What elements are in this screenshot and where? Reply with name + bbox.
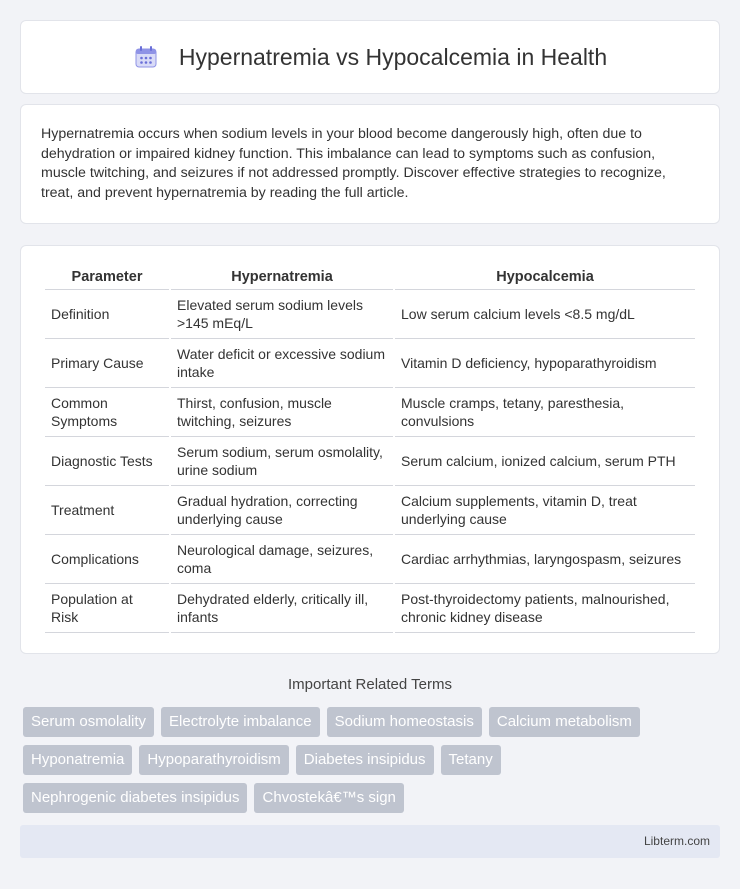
table-row — [45, 339, 695, 388]
row-parameter: Diagnostic Tests — [45, 437, 169, 486]
calendar-icon — [133, 44, 159, 70]
title-card — [20, 20, 720, 94]
row-hypocalcemia: Vitamin D deficiency, hypoparathyroidism — [395, 339, 695, 388]
row-parameter: Complications — [45, 535, 169, 584]
row-hypernatremia: Elevated serum sodium levels >145 mEq/L — [171, 290, 393, 339]
related-term-tag[interactable]: Calcium metabolism — [489, 707, 640, 737]
row-hypernatremia: Dehydrated elderly, critically ill, infants — [171, 584, 393, 633]
related-term-tag[interactable]: Sodium homeostasis — [327, 707, 482, 737]
header-parameter: Parameter — [45, 266, 169, 290]
related-terms-heading: Important Related Terms — [288, 676, 452, 693]
related-terms-list — [23, 707, 723, 813]
row-hypocalcemia: Muscle cramps, tetany, paresthesia, convulsions — [395, 388, 695, 437]
row-hypocalcemia: Calcium supplements, vitamin D, treat underlying cause — [395, 486, 695, 535]
intro-text: Hypernatremia occurs when sodium levels in your blood become dangerously high, often due to dehydration or impaired kidney function. This imbalance can lead to symptoms such as confusion, muscle twitching, and seizures if not addressed promptly. Discover effective strategies to recognize, treat, and prevent hypernatremia by reading the full article. — [41, 126, 666, 201]
row-parameter: Common Symptoms — [45, 388, 169, 437]
header-hypernatremia: Hypernatremia — [171, 266, 393, 290]
table-row — [45, 388, 695, 437]
row-hypocalcemia: Low serum calcium levels <8.5 mg/dL — [395, 290, 695, 339]
related-term-tag[interactable]: Hypoparathyroidism — [139, 745, 288, 775]
footer-site-link[interactable]: Libterm.com — [643, 834, 710, 848]
row-parameter: Treatment — [45, 486, 169, 535]
related-term-tag[interactable]: Hyponatremia — [23, 745, 132, 775]
row-hypernatremia: Water deficit or excessive sodium intake — [171, 339, 393, 388]
related-term-tag[interactable]: Chvostekâ€™s sign — [254, 783, 403, 813]
related-term-tag[interactable]: Electrolyte imbalance — [161, 707, 320, 737]
comparison-table — [43, 266, 697, 633]
table-row — [45, 290, 695, 339]
related-term-tag[interactable]: Tetany — [441, 745, 501, 775]
footer — [20, 825, 720, 858]
row-hypocalcemia: Serum calcium, ionized calcium, serum PTH — [395, 437, 695, 486]
related-term-tag[interactable]: Diabetes insipidus — [296, 745, 434, 775]
row-hypocalcemia: Post-thyroidectomy patients, malnourished, chronic kidney disease — [395, 584, 695, 633]
related-term-tag[interactable]: Nephrogenic diabetes insipidus — [23, 783, 247, 813]
header-hypocalcemia: Hypocalcemia — [395, 266, 695, 290]
row-hypocalcemia: Cardiac arrhythmias, laryngospasm, seizures — [395, 535, 695, 584]
row-hypernatremia: Thirst, confusion, muscle twitching, seizures — [171, 388, 393, 437]
table-header-row — [45, 266, 695, 290]
table-row — [45, 486, 695, 535]
related-term-tag[interactable]: Serum osmolality — [23, 707, 154, 737]
comparison-table-card — [20, 245, 720, 654]
row-parameter: Population at Risk — [45, 584, 169, 633]
table-row — [45, 584, 695, 633]
row-hypernatremia: Neurological damage, seizures, coma — [171, 535, 393, 584]
intro-card — [20, 104, 720, 224]
table-row — [45, 437, 695, 486]
row-parameter: Definition — [45, 290, 169, 339]
table-row — [45, 535, 695, 584]
page-title: Hypernatremia vs Hypocalcemia in Health — [178, 43, 608, 70]
row-hypernatremia: Gradual hydration, correcting underlying cause — [171, 486, 393, 535]
row-parameter: Primary Cause — [45, 339, 169, 388]
row-hypernatremia: Serum sodium, serum osmolality, urine sodium — [171, 437, 393, 486]
